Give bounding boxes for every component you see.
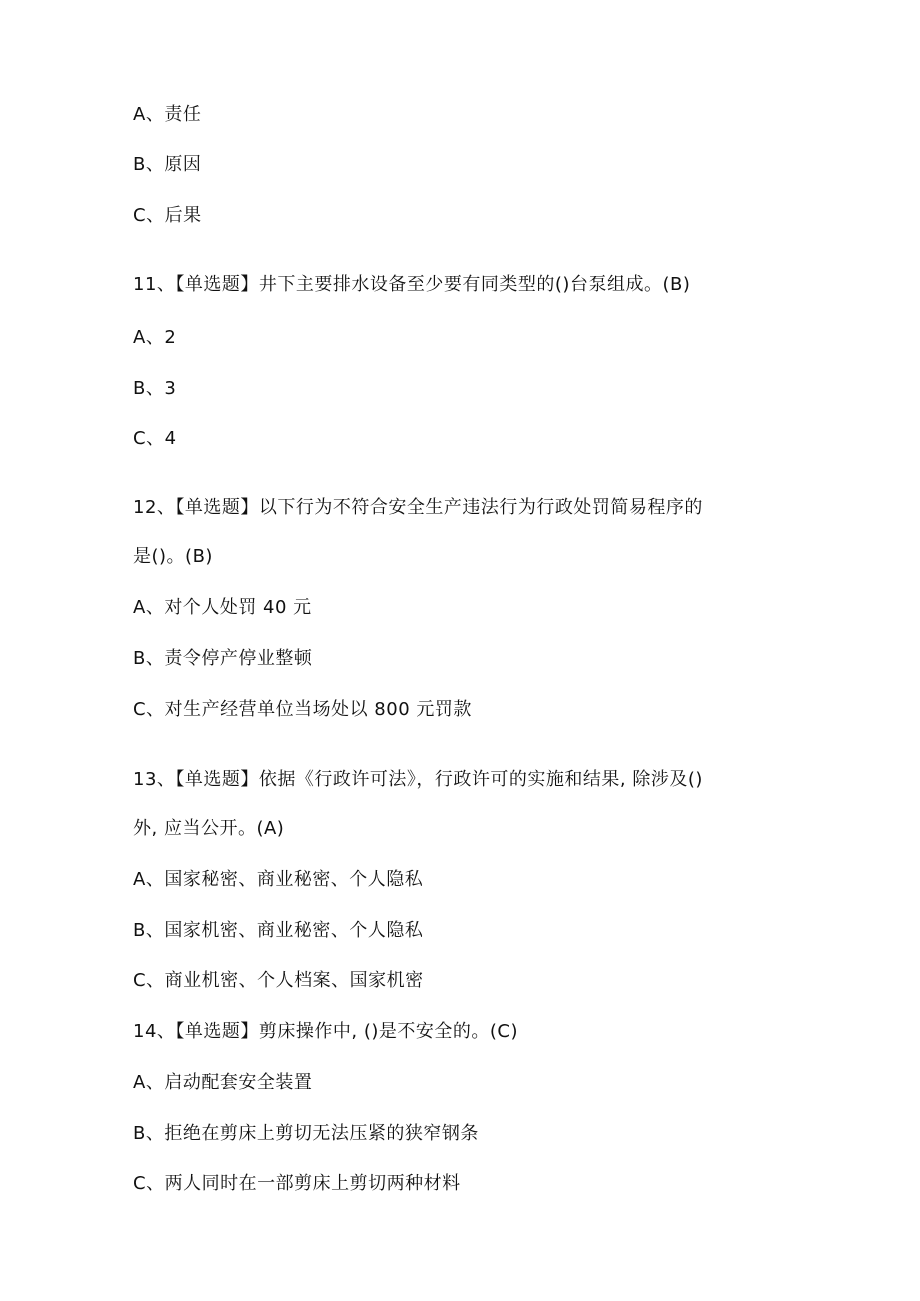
q12-option-a: A、对个人处罚 40 元: [133, 597, 312, 618]
q14-stem: 14、【单选题】剪床操作中, ()是不安全的。(C): [133, 1021, 519, 1042]
q13-option-b: B、国家机密、商业秘密、个人隐私: [133, 920, 424, 941]
q13-option-a: A、国家秘密、商业秘密、个人隐私: [133, 869, 424, 890]
q13-option-c: C、商业机密、个人档案、国家机密: [133, 970, 424, 991]
q10-option-b: B、原因: [133, 154, 202, 175]
q14-option-c: C、两人同时在一部剪床上剪切两种材料: [133, 1173, 461, 1194]
q12-stem-line1: 12、【单选题】以下行为不符合安全生产违法行为行政处罚简易程序的: [133, 497, 703, 518]
q11-option-c: C、4: [133, 428, 177, 449]
q13-stem-line1: 13、【单选题】依据《行政许可法》，行政许可的实施和结果, 除涉及(): [133, 769, 703, 790]
q10-option-a: A、责任: [133, 104, 202, 125]
q12-option-c: C、对生产经营单位当场处以 800 元罚款: [133, 699, 472, 720]
q11-stem: 11、【单选题】井下主要排水设备至少要有同类型的()台泵组成。(B): [133, 274, 691, 295]
q11-option-a: A、2: [133, 327, 177, 348]
q10-option-c: C、后果: [133, 205, 202, 226]
q12-stem-line2: 是()。(B): [133, 546, 213, 567]
q13-stem-line2: 外, 应当公开。(A): [133, 818, 285, 839]
q14-option-b: B、拒绝在剪床上剪切无法压紧的狭窄钢条: [133, 1123, 479, 1144]
q14-option-a: A、启动配套安全装置: [133, 1072, 313, 1093]
q12-option-b: B、责令停产停业整顿: [133, 648, 313, 669]
q11-option-b: B、3: [133, 378, 177, 399]
